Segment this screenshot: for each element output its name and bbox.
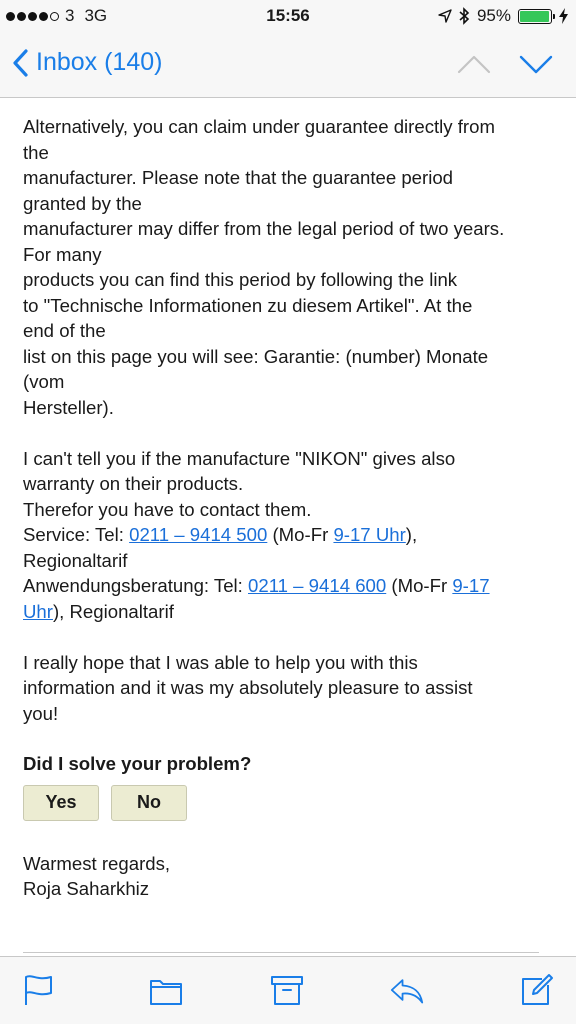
paragraph-guarantee: Alternatively, you can claim under guarantee directly from the manufacturer. Please note that the guarantee period granted by the manufacturer may differ from the legal period of two years. For many products you can find this period by following the link to "Technische Informationen zu diesem Artikel". At the end of the list on this page you will see: Garantie: (number) Monate (vom Hersteller). — [23, 116, 505, 418]
carrier-name: 3 — [65, 6, 75, 25]
network-type: 3G — [84, 6, 108, 25]
service-phone-link[interactable]: 0211 – 9414 500 — [129, 524, 268, 545]
status-right — [438, 6, 568, 26]
bluetooth-icon — [459, 7, 470, 25]
back-label: Inbox (140) — [36, 48, 163, 76]
yes-button[interactable]: Yes — [23, 785, 99, 821]
archive-icon[interactable] — [270, 973, 304, 1007]
status-time: 15:56 — [266, 6, 310, 25]
paragraph-nikon: I can't tell you if the manufacture "NIKON" gives also warranty on their products. Therefor you have to contact them. — [23, 447, 456, 520]
anwendung-hours-link-part2[interactable]: Uhr — [23, 600, 53, 622]
location-arrow-icon — [438, 9, 452, 23]
paragraph-closing-hope: I really hope that I was able to help you with this information and it was my absolutely pleasure to assist you! — [23, 651, 473, 724]
flag-icon[interactable] — [22, 973, 56, 1007]
service-hours-link[interactable]: 9-17 Uhr — [333, 524, 406, 545]
anwendung-phone-link[interactable]: 0211 – 9414 600 — [248, 575, 387, 596]
next-message-chevron-down-icon[interactable] — [518, 52, 554, 76]
service-line — [23, 522, 546, 573]
anwendung-hours-link-part1[interactable]: 9-17 — [452, 575, 490, 596]
feedback-question: Did I solve your problem? — [23, 753, 252, 774]
chevron-left-icon — [12, 49, 28, 77]
compose-icon[interactable] — [520, 973, 554, 1007]
content-divider — [23, 952, 539, 953]
service-label: Service: Tel: — [23, 524, 130, 545]
back-to-inbox-button[interactable] — [12, 48, 162, 77]
service-suffix: ), Regionaltarif — [23, 524, 418, 571]
reply-icon[interactable] — [390, 973, 424, 1007]
navigation-bar — [0, 32, 576, 98]
signature: Warmest regards, Roja Saharkhiz — [23, 852, 171, 899]
previous-message-chevron-up-icon[interactable] — [456, 52, 492, 76]
no-button[interactable]: No — [111, 785, 187, 821]
email-body — [0, 98, 576, 956]
anwendung-line — [23, 573, 546, 624]
charging-bolt-icon — [559, 8, 568, 24]
anwendung-suffix: ), Regionaltarif — [52, 600, 174, 622]
battery-fill — [520, 11, 549, 22]
feedback-buttons — [23, 785, 546, 821]
status-bar — [0, 0, 576, 32]
battery-percent: 95% — [476, 6, 511, 25]
anwendung-hours-prefix: (Mo-Fr — [386, 575, 453, 596]
service-hours-prefix: (Mo-Fr — [267, 524, 334, 545]
bottom-toolbar — [0, 956, 576, 1024]
folder-icon[interactable] — [149, 973, 183, 1007]
anwendung-label: Anwendungsberatung: Tel: — [23, 575, 249, 596]
battery-icon — [518, 9, 552, 24]
